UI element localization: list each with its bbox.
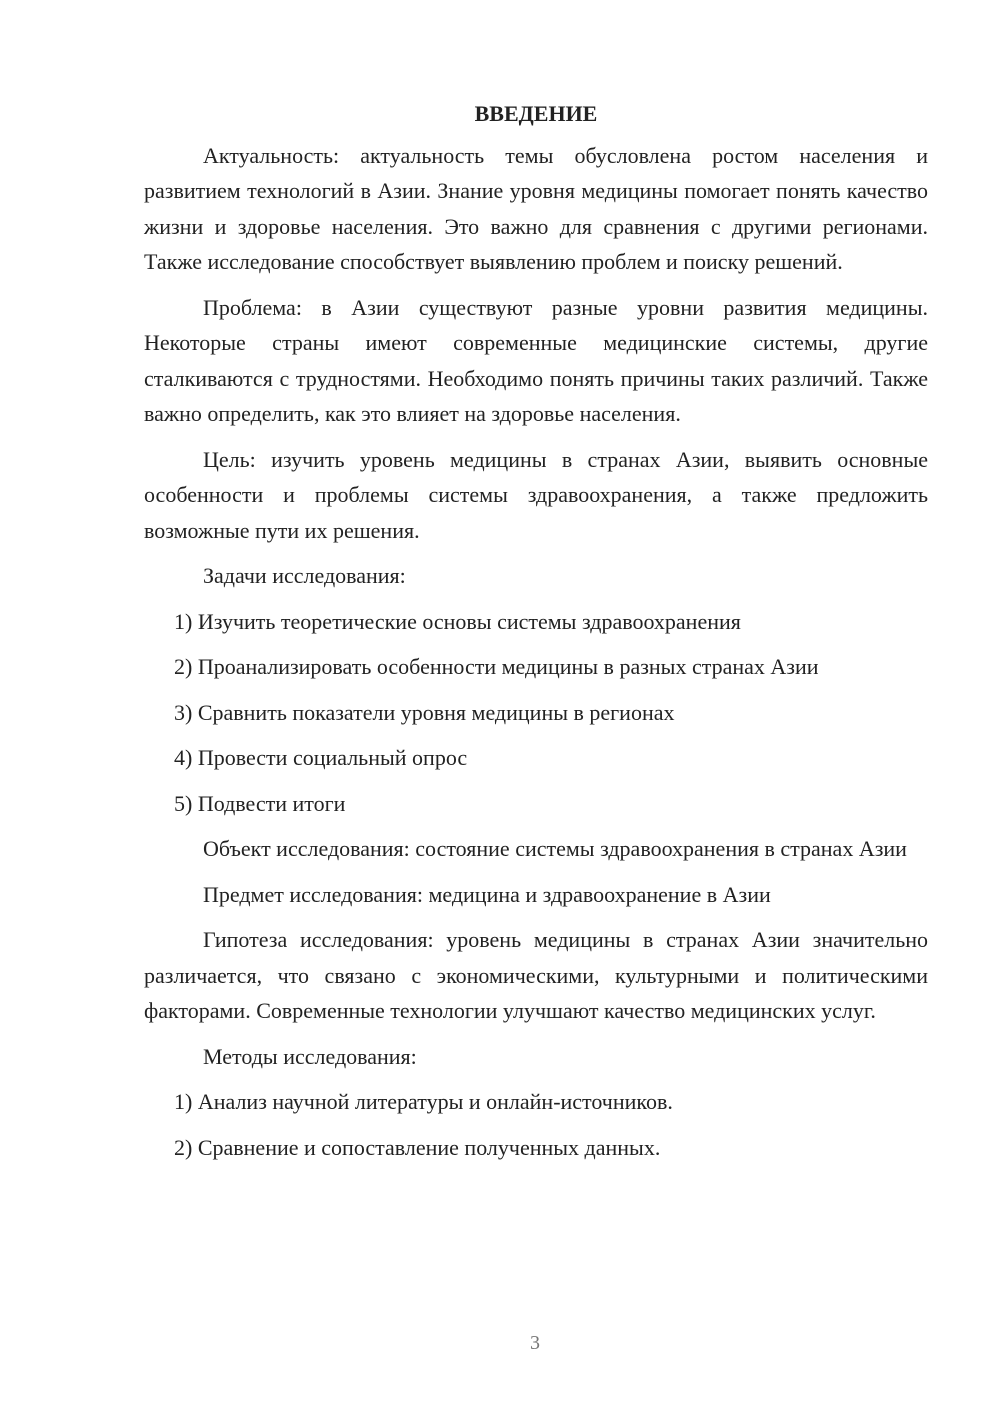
method-item: 2) Сравнение и сопоставление полученных данных. — [174, 1134, 661, 1160]
task-item: 2) Проанализировать особенности медицины в разных странах Азии — [174, 654, 819, 679]
subject-paragraph: Предмет исследования: медицина и здравоохранение в Азии — [203, 881, 771, 907]
goal-paragraph: Цель: изучить уровень медицины в странах Азии, выявить основные особенности и проблемы системы здравоохранения, а также предложить возможные пути их решения. — [144, 446, 928, 543]
hypothesis-paragraph: Гипотеза исследования: уровень медицины в странах Азии значительно различается, что связано с экономическими, культурными и политическими факторами. Современные технологии улучшают качество медицинских услуг. — [144, 927, 928, 1023]
methods-list — [144, 1084, 928, 1165]
tasks-heading: Задачи исследования: — [203, 563, 406, 588]
page-title: ВВЕДЕНИЕ — [474, 101, 598, 126]
task-item: 4) Провести социальный опрос — [174, 745, 468, 770]
tasks-list — [144, 604, 928, 822]
methods-heading: Методы исследования: — [203, 1043, 417, 1069]
document-body — [144, 96, 928, 1175]
relevance-paragraph: Актуальность: актуальность темы обусловлена ростом населения и развитием технологий в Азии. Знание уровня медицины помогает понять качество жизни и здоровье населения. Это важно для сравнения с другими регионами. Также исследование способствует выявлению проблем и поиску решений. — [144, 142, 928, 274]
task-item: 3) Сравнить показатели уровня медицины в регионах — [174, 699, 675, 725]
problem-paragraph: Проблема: в Азии существуют разные уровни развития медицины. Некоторые страны имеют современные медицинские системы, другие сталкиваются с трудностями. Необходимо понять причины таких различий. Также важно определить, как это влияет на здоровье населения. — [144, 294, 928, 426]
page-number: 3 — [530, 1332, 540, 1354]
method-item: 1) Анализ научной литературы и онлайн-источников. — [174, 1089, 673, 1114]
task-item: 1) Изучить теоретические основы системы здравоохранения — [174, 608, 741, 634]
task-item: 5) Подвести итоги — [174, 790, 346, 816]
object-paragraph: Объект исследования: состояние системы здравоохранения в странах Азии — [203, 836, 907, 861]
